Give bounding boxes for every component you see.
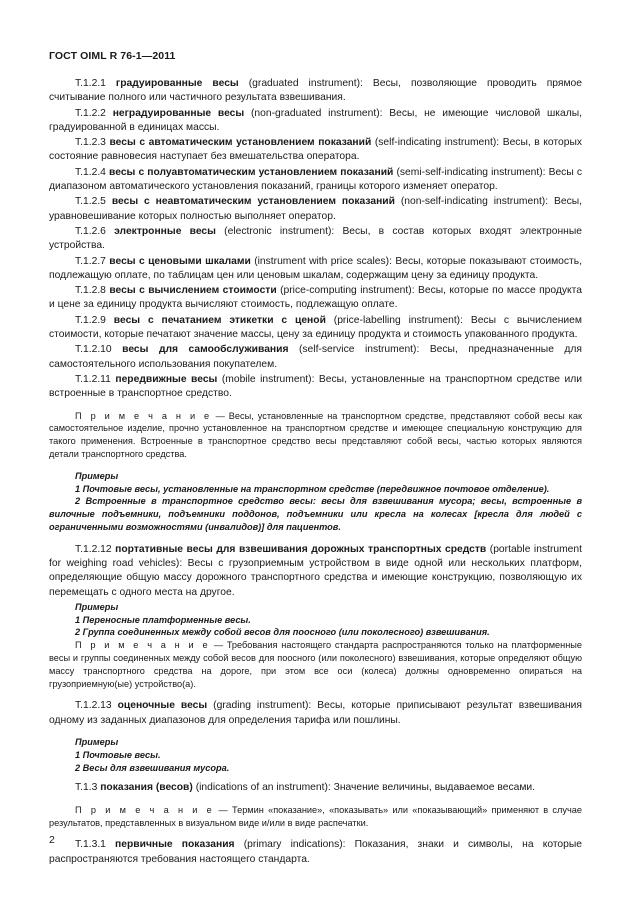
definition-t-1-2-3: Т.1.2.3 весы с автоматическим установлением показаний (self-indicating instrument): Весы, в которых состояние равновесия наступает без вмешательства оператора. xyxy=(49,137,582,163)
example-item: 1 Почтовые весы, установленные на транспортном средстве (передвижное почтовое отделение). xyxy=(75,483,550,494)
term: градуированные весы xyxy=(115,78,239,89)
term: портативные весы для взвешивания дорожных транспортных средств xyxy=(115,543,487,555)
term: неградуированные весы xyxy=(112,107,245,119)
definition-t-1-2-12: Т.1.2.12 портативные весы для взвешивания дорожных транспортных средств (portable instrument for weighing road vehicles): Весы с грузоприемным устройством в виде одной или нескольких платформ, определяющие общую массу дорожного транспортного средства и имеющие конструкцию, позволяющую их перемещать с одного места на другое. xyxy=(49,543,582,598)
term: весы для самообслуживания xyxy=(122,344,289,356)
note-mobile-instrument: П р и м е ч а н и е — Весы, установленные на транспортном средстве, представляют собой весы как самостоятельное изделие, прочно установленное на транспортном средстве и имеющее специальную конструкцию для такого применения. Встроенные в транспортное средство весы представляют собой весы, частью которых являются детали транспортного средства. xyxy=(49,410,582,459)
document-header: ГОСТ OIML R 76-1—2011 xyxy=(49,50,176,62)
examples-title: Примеры xyxy=(75,470,119,481)
examples-title: Примеры xyxy=(75,601,119,612)
definition-t-1-2-6: Т.1.2.6 электронные весы (electronic instrument): Весы, в состав которых входят электронные устройства. xyxy=(49,225,582,252)
term: весы с печатанием этикетки с ценой xyxy=(113,314,326,326)
definition-t-1-2-1: Т.1.2.1 градуированные весы (graduated instrument): Весы, позволяющие проводить прямое считывание полного или частичного результата взвешивания. xyxy=(49,78,582,104)
term: весы с автоматическим установлением показаний xyxy=(109,137,372,149)
definition-t-1-3-1: Т.1.3.1 первичные показания (primary indications): Показания, знаки и символы, на которые распространяются требования настоящего стандарта. xyxy=(49,839,583,865)
example-item: 1 Почтовые весы. xyxy=(75,749,161,760)
note-portable-instrument: П р и м е ч а н и е — Требования настоящего стандарта распространяются только на платформенные весы и группы соединенных между собой весов для поосного (или поколесного) взвешивания, которые определяют общую массу транспортного средства на дороге, при этом все оси (колеса) должны одновременно опираться на грузоприемную(ые) устройство(а). xyxy=(49,640,582,689)
definition-t-1-2-4: Т.1.2.4 весы с полуавтоматическим установлением показаний (semi-self-indicating instrument): Весы с диапазоном автоматического установления показаний, границы которого изменяет оператор. xyxy=(49,166,582,193)
term: весы с вычислением стоимости xyxy=(109,285,277,297)
definition-t-1-2-13: Т.1.2.13 оценочные весы (grading instrument): Весы, которые приписывают результат взвешивания одному из заданных диапазонов для определения тарифа или пошлины. xyxy=(49,700,583,726)
example-item: 2 Встроенные в транспортное средство весы: весы для взвешивания мусора; весы, встроенные в вилочные подъемники, подъемники поддонов, подъемники или кресла на колесах [кресла для людей с ограниченными возможностями (инвалидов)] для пациентов. xyxy=(49,496,582,532)
definition-t-1-3: Т.1.3 показания (весов) (indications of an instrument): Значение величины, выдаваемое весами. xyxy=(75,782,536,794)
definition-t-1-2-10: Т.1.2.10 весы для самообслуживания (self-service instrument): Весы, предназначенные для самостоятельного использования покупателем. xyxy=(49,344,583,370)
examples-title: Примеры xyxy=(75,737,119,748)
term: передвижные весы xyxy=(115,373,218,385)
term: оценочные весы xyxy=(117,700,208,712)
definition-t-1-2-7: Т.1.2.7 весы с ценовыми шкалами (instrument with price scales): Весы, которые показывают стоимость, подлежащую оплате, по таблицам цен или ценовым шкалам, содержащим цену за единицу продукта. xyxy=(49,255,582,281)
definition-t-1-2-9: Т.1.2.9 весы с печатанием этикетки с ценой (price-labelling instrument): Весы с вычислением стоимости, которые печатают значение массы, цену за единицу продукта и стоимость упакованного продукта. xyxy=(49,314,582,341)
example-item: 1 Переносные платформенные весы. xyxy=(75,614,251,625)
term: весы с полуавтоматическим установлением показаний xyxy=(109,166,394,178)
definition-t-1-2-2: Т.1.2.2 неградуированные весы (non-graduated instrument): Весы, не имеющие числовой шкалы, градуированной в единицах массы. xyxy=(49,107,582,133)
term: электронные весы xyxy=(114,225,216,237)
term: весы с ценовыми шкалами xyxy=(109,255,251,267)
example-item: 2 Группа соединенных между собой весов для поосного (или поколесного) взвешивания. xyxy=(75,627,490,638)
definition-t-1-2-5: Т.1.2.5 весы с неавтоматическим установлением показаний (non-self-indicating instrument): Весы, уравновешивание которых полностью выполняет оператор. xyxy=(49,196,582,222)
term: показания (весов) xyxy=(100,782,193,794)
term: первичные показания xyxy=(115,839,235,851)
page-number: 2 xyxy=(49,834,55,846)
definition-t-1-2-11: Т.1.2.11 передвижные весы (mobile instrument): Весы, установленные на транспортном средстве или встроенные в транспортное средство. xyxy=(49,373,582,400)
definition-t-1-2-8: Т.1.2.8 весы с вычислением стоимости (price-computing instrument): Весы, которые по массе продукта и цене за единицу продукта вычисляют стоимость, подлежащую оплате. xyxy=(49,285,582,311)
term: весы с неавтоматическим установлением показаний xyxy=(111,196,395,208)
note-indications: П р и м е ч а н и е — Термин «показание», «показывать» или «показывающий» применяют в случае результатов, представленных в визуальном виде и/или в виде распечатки. xyxy=(49,804,582,828)
example-item: 2 Весы для взвешивания мусора. xyxy=(75,762,230,773)
document-body xyxy=(49,77,582,868)
